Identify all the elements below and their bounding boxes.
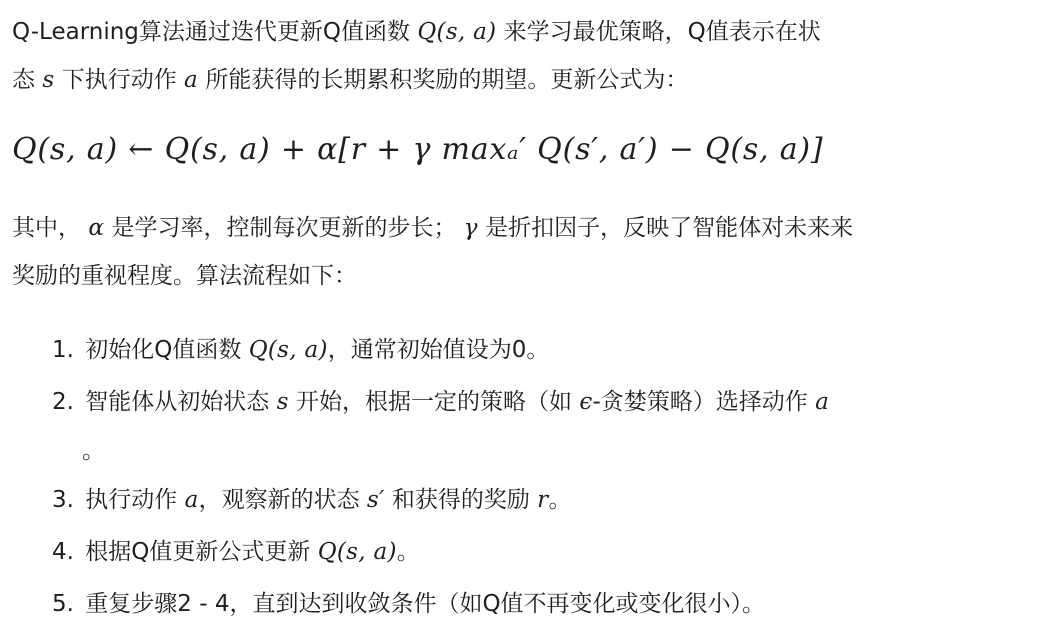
step-text: 初始化Q值函数 [85, 337, 242, 363]
intro-text: 下执行动作 [61, 67, 177, 93]
list-item [52, 324, 829, 376]
step-number: 5. [52, 591, 74, 617]
intro-text: 来学习最优策略，Q值表示在状 [503, 19, 821, 45]
math-state: s [42, 67, 55, 93]
math-next-state: s′ [366, 487, 385, 513]
intro-line-2 [12, 56, 1042, 104]
explain-text: 是学习率，控制每次更新的步长； [111, 215, 457, 241]
math-alpha: α [88, 215, 105, 241]
math-action: a [815, 389, 830, 415]
list-item [52, 376, 829, 428]
intro-line-1 [12, 8, 1042, 56]
math-gamma: γ [463, 215, 478, 241]
intro-paragraph [12, 8, 1042, 104]
list-item-continuation: 。 [82, 438, 105, 464]
explanation-line-1 [12, 204, 1042, 252]
step-text: 开始，根据一定的策略（如 [296, 389, 572, 415]
math-action: a [184, 67, 199, 93]
list-item [52, 578, 829, 630]
intro-text: Q-Learning算法通过迭代更新Q值函数 [12, 19, 410, 45]
step-text: 和获得的奖励 [391, 487, 530, 513]
update-formula: Q(s, a) ← Q(s, a) + α[r + γ maxₐ′ Q(s′, a′) − Q(s, a)] [12, 132, 824, 167]
step-number: 4. [52, 539, 74, 565]
math-q-function: Q(s, a) [317, 539, 397, 565]
intro-text: 所能获得的长期累积奖励的期望。更新公式为： [205, 67, 689, 93]
algorithm-steps-list [52, 324, 829, 630]
explanation-line-2: 奖励的重视程度。算法流程如下： [12, 263, 357, 289]
step-text: 根据Q值更新公式更新 [85, 539, 311, 565]
step-text: 智能体从初始状态 [85, 389, 270, 415]
step-text: ，观察新的状态 [198, 487, 360, 513]
step-text: 重复步骤2 - 4，直到达到收敛条件（如Q值不再变化或变化很小）。 [85, 591, 766, 617]
step-text: ，通常初始值设为0。 [327, 337, 550, 363]
math-q-function: Q(s, a) [417, 19, 497, 45]
math-reward: r [537, 487, 549, 513]
math-state: s [276, 389, 289, 415]
explanation-paragraph [12, 204, 1042, 300]
step-text: 。 [548, 487, 572, 513]
list-item [52, 474, 829, 526]
math-action: a [184, 487, 199, 513]
step-text: -贪婪策略）选择动作 [592, 389, 808, 415]
step-number: 3. [52, 487, 74, 513]
explain-text: 其中， [12, 215, 81, 241]
step-text: 。 [396, 539, 420, 565]
math-q-function: Q(s, a) [248, 337, 328, 363]
step-text: 执行动作 [85, 487, 178, 513]
explain-text: 是折扣因子，反映了智能体对未来来 [485, 215, 854, 241]
step-number: 2. [52, 389, 74, 415]
intro-text: 态 [12, 67, 35, 93]
math-epsilon: ϵ [579, 389, 593, 415]
step-number: 1. [52, 337, 74, 363]
list-item [52, 526, 829, 578]
